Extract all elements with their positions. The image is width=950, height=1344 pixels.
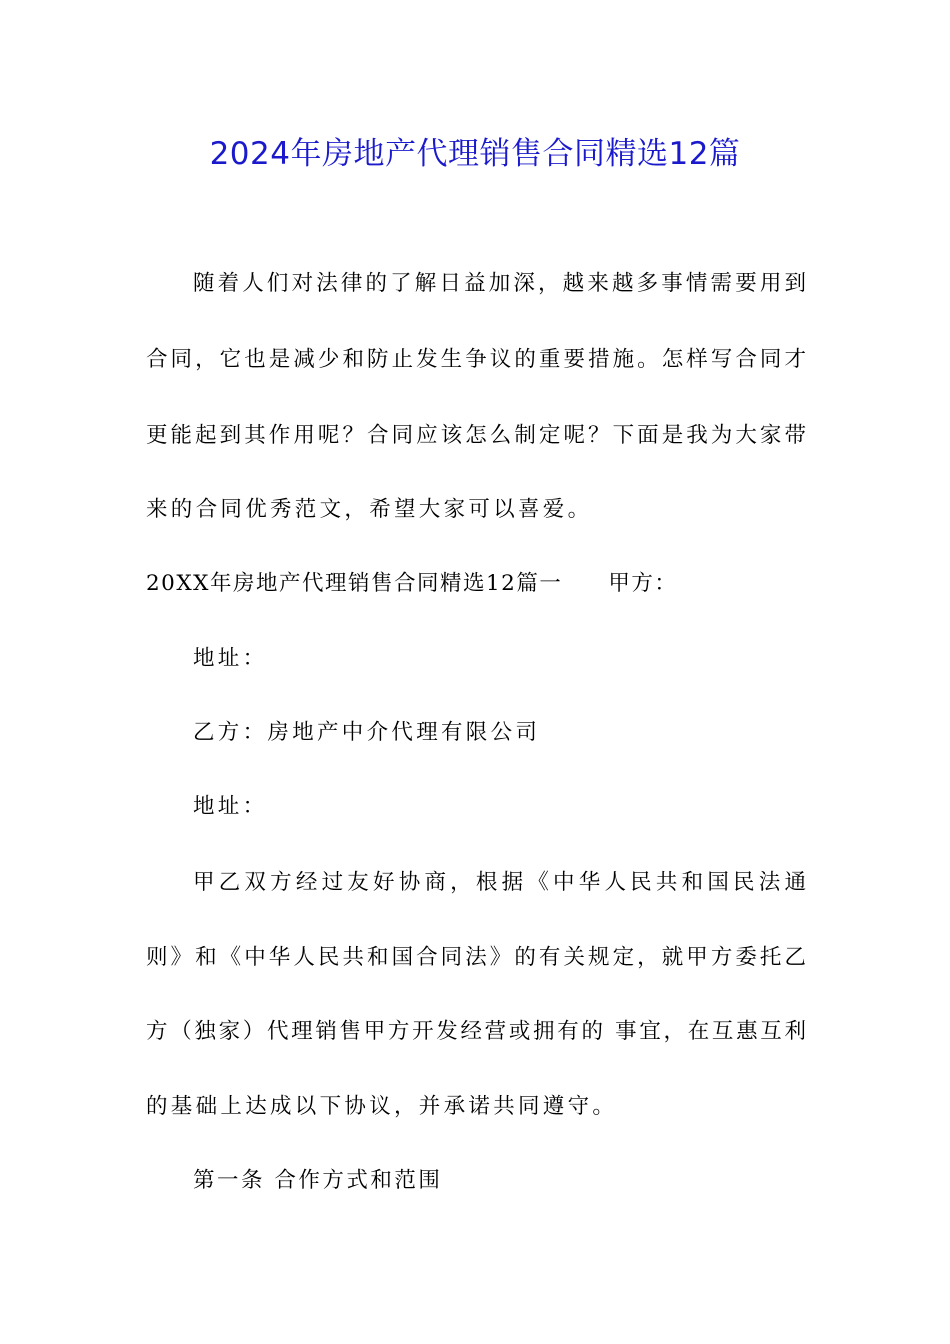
document-title: 2024年房地产代理销售合同精选12篇 <box>209 136 741 172</box>
intro-line-3: 更能起到其作用呢？合同应该怎么制定呢？下面是我为大家带 <box>146 423 806 448</box>
intro-line-4: 来的合同优秀范文，希望大家可以喜爱。 <box>146 497 593 522</box>
article-1-heading: 第一条 合作方式和范围 <box>193 1168 443 1193</box>
party-a-address-label: 地址： <box>193 646 268 671</box>
section-heading: 20XX年房地产代理销售合同精选12篇一 甲方： <box>146 571 678 596</box>
intro-line-2: 合同，它也是减少和防止发生争议的重要措施。怎样写合同才 <box>146 347 806 372</box>
party-b-address-label: 地址： <box>193 794 268 819</box>
agreement-line-3: 方（独家）代理销售甲方开发经营或拥有的 事宜，在互惠互利 <box>146 1019 806 1044</box>
party-b-name: 乙方：房地产中介代理有限公司 <box>193 720 541 745</box>
agreement-line-2: 则》和《中华人民共和国合同法》的有关规定，就甲方委托乙 <box>146 945 806 970</box>
intro-line-1: 随着人们对法律的了解日益加深，越来越多事情需要用到 <box>193 271 806 296</box>
agreement-line-1: 甲乙双方经过友好协商，根据《中华人民共和国民法通 <box>193 870 806 895</box>
agreement-line-4: 的基础上达成以下协议，并承诺共同遵守。 <box>146 1094 618 1119</box>
